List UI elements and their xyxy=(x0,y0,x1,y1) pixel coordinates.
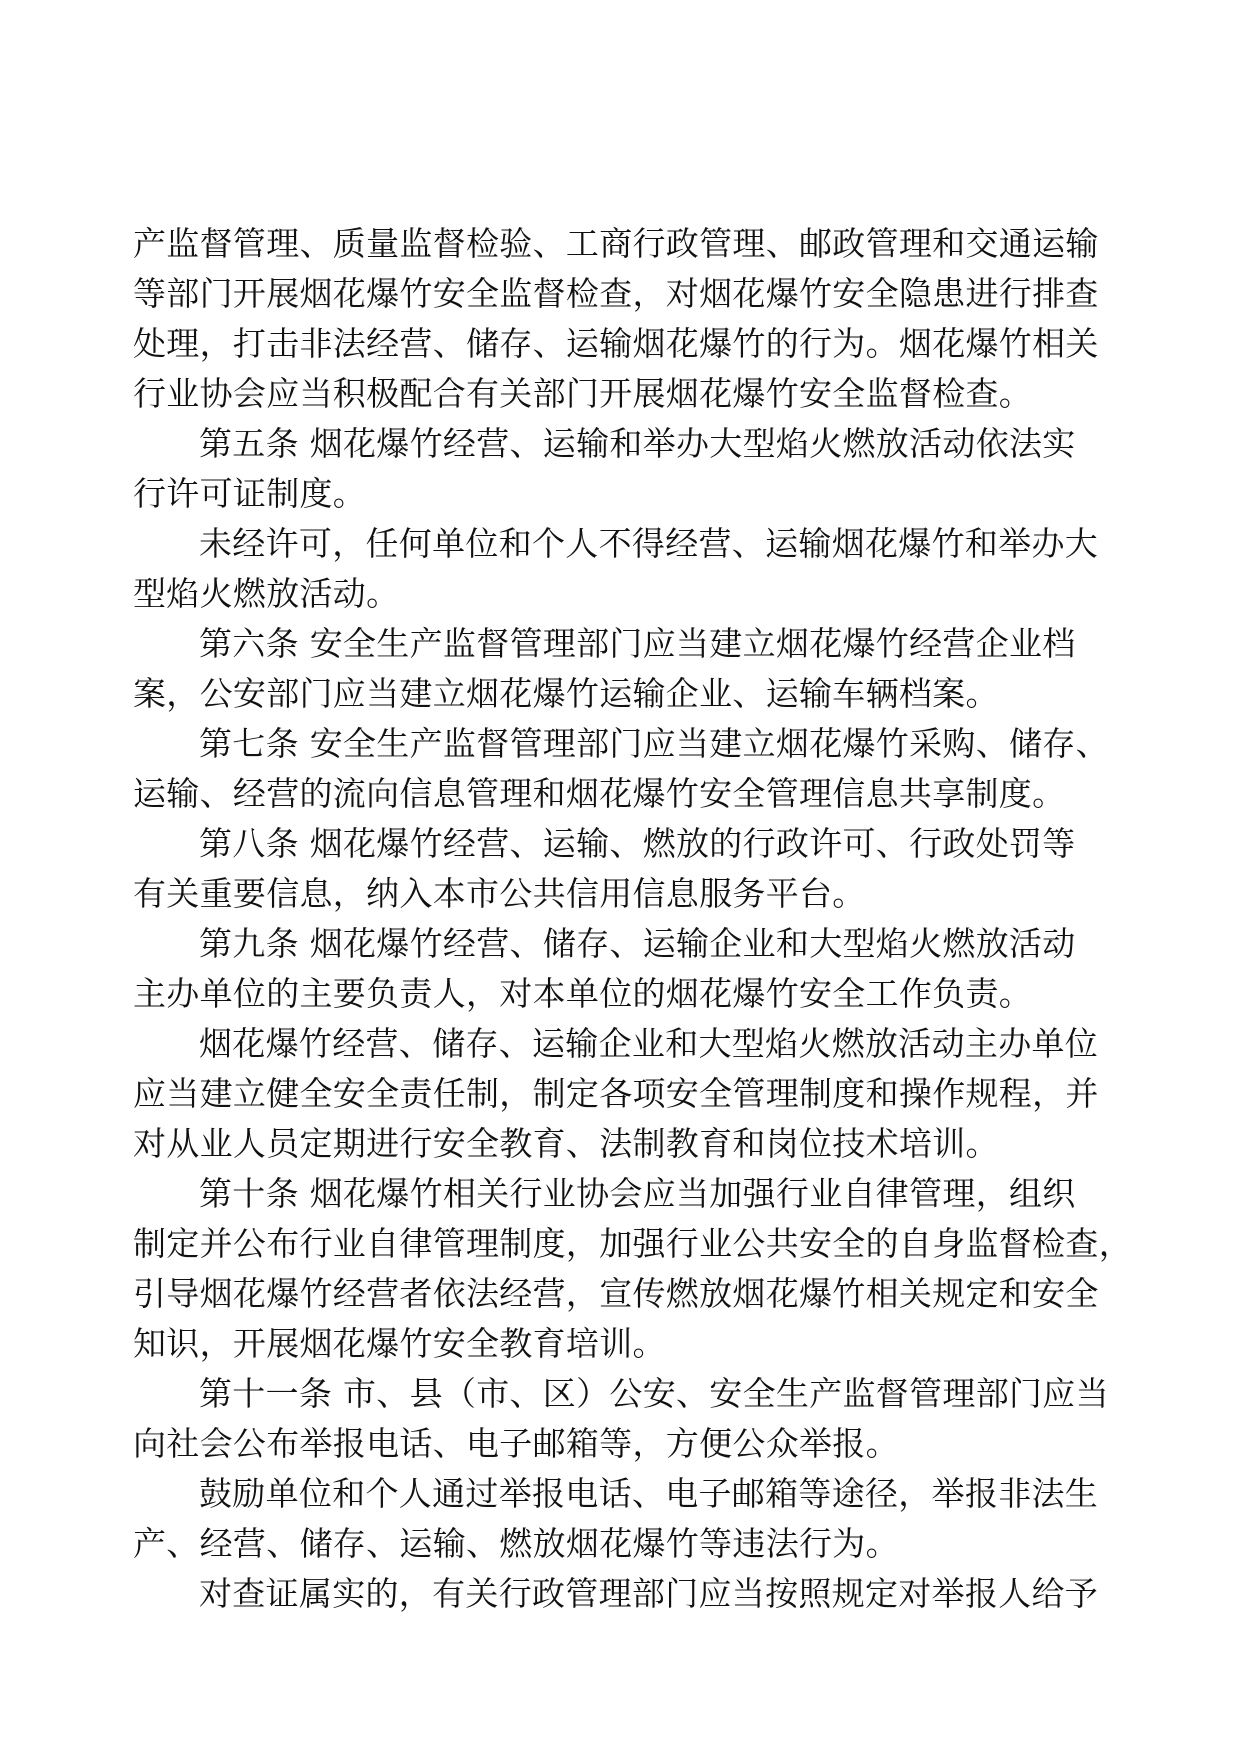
text-line: 案，公安部门应当建立烟花爆竹运输企业、运输车辆档案。 xyxy=(133,674,999,713)
text-line: 对查证属实的，有关行政管理部门应当按照规定对举报人给予 xyxy=(199,1574,1099,1613)
text-line: 型焰火燃放活动。 xyxy=(133,574,400,613)
text-line: 烟花爆竹经营、储存、运输企业和大型焰火燃放活动主办单位 xyxy=(199,1024,1099,1063)
text-line: 运输、经营的流向信息管理和烟花爆竹安全管理信息共享制度。 xyxy=(133,774,1066,813)
text-line: 行许可证制度。 xyxy=(133,474,367,513)
text-line: 处理，打击非法经营、储存、运输烟花爆竹的行为。烟花爆竹相关 xyxy=(133,324,1099,363)
text-line-article-6: 第六条 安全生产监督管理部门应当建立烟花爆竹经营企业档 xyxy=(199,624,1076,663)
text-line: 知识，开展烟花爆竹安全教育培训。 xyxy=(133,1324,666,1363)
text-line-article-9: 第九条 烟花爆竹经营、储存、运输企业和大型焰火燃放活动 xyxy=(199,924,1076,963)
text-line: 引导烟花爆竹经营者依法经营，宣传燃放烟花爆竹相关规定和安全 xyxy=(133,1274,1099,1313)
text-line: 有关重要信息，纳入本市公共信用信息服务平台。 xyxy=(133,874,866,913)
text-line: 向社会公布举报电话、电子邮箱等，方便公众举报。 xyxy=(133,1424,899,1463)
text-line: 产监督管理、质量监督检验、工商行政管理、邮政管理和交通运输 xyxy=(133,224,1099,263)
text-line-article-11: 第十一条 市、县（市、区）公安、安全生产监督管理部门应当 xyxy=(199,1374,1109,1413)
text-line: 制定并公布行业自律管理制度，加强行业公共安全的自身监督检查， xyxy=(133,1224,1132,1263)
text-line-article-8: 第八条 烟花爆竹经营、运输、燃放的行政许可、行政处罚等 xyxy=(199,824,1076,863)
text-line: 行业协会应当积极配合有关部门开展烟花爆竹安全监督检查。 xyxy=(133,374,1033,413)
text-line: 对从业人员定期进行安全教育、法制教育和岗位技术培训。 xyxy=(133,1124,999,1163)
text-line: 应当建立健全安全责任制，制定各项安全管理制度和操作规程，并 xyxy=(133,1074,1099,1113)
text-line: 产、经营、储存、运输、燃放烟花爆竹等违法行为。 xyxy=(133,1524,899,1563)
body-text xyxy=(133,219,1132,1619)
text-line-article-7: 第七条 安全生产监督管理部门应当建立烟花爆竹采购、储存、 xyxy=(199,724,1109,763)
text-line: 等部门开展烟花爆竹安全监督检查，对烟花爆竹安全隐患进行排查 xyxy=(133,274,1099,313)
text-line-article-10: 第十条 烟花爆竹相关行业协会应当加强行业自律管理，组织 xyxy=(199,1174,1076,1213)
text-line: 主办单位的主要负责人，对本单位的烟花爆竹安全工作负责。 xyxy=(133,974,1033,1013)
text-line: 未经许可，任何单位和个人不得经营、运输烟花爆竹和举办大 xyxy=(199,524,1099,563)
text-line: 鼓励单位和个人通过举报电话、电子邮箱等途径，举报非法生 xyxy=(199,1474,1099,1513)
text-line-article-5: 第五条 烟花爆竹经营、运输和举办大型焰火燃放活动依法实 xyxy=(199,424,1076,463)
